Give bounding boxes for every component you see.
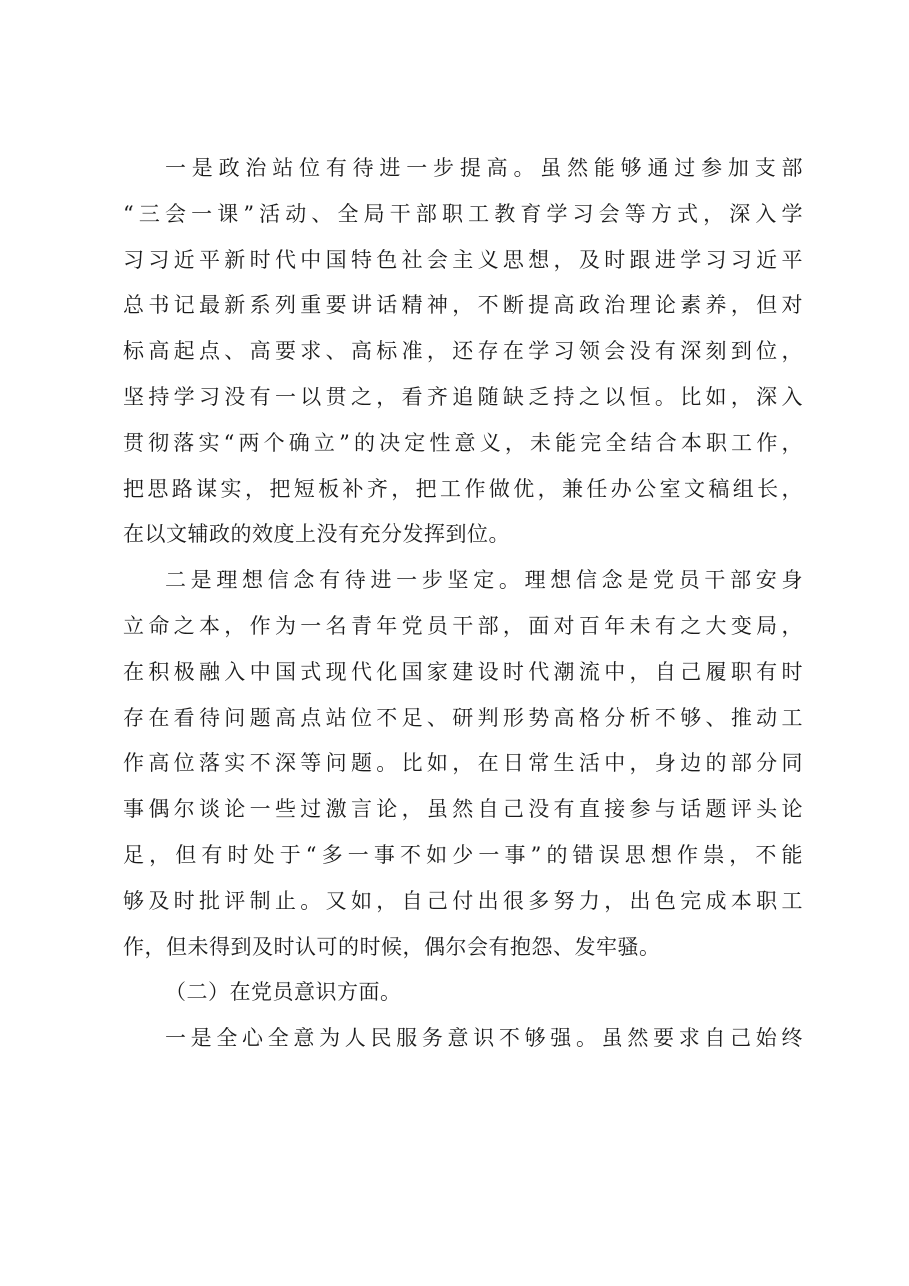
paragraph-serve-people — [123, 1016, 803, 1062]
text-line: “三会一课”活动、全局干部职工教育学习会等方式，深入学 — [123, 201, 803, 226]
paragraph-ideals-beliefs — [123, 558, 803, 970]
text-line: 够及时批评制止。又如，自己付出很多努力，出色完成本职工 — [123, 888, 803, 913]
text-line: 把思路谋实，把短板补齐，把工作做优，兼任办公室文稿组长， — [123, 476, 803, 501]
text-line: 一是政治站位有待进一步提高。虽然能够通过参加支部 — [165, 156, 803, 180]
text-line: 习习近平新时代中国特色社会主义思想，及时跟进学习习近平 — [123, 247, 803, 272]
text-line: 作，但未得到及时认可的时候，偶尔会有抱怨、发牢骚。 — [123, 934, 661, 959]
text-line: 二是理想信念有待进一步坚定。理想信念是党员干部安身 — [165, 568, 803, 593]
text-line: 标高起点、高要求、高标准，还存在学习领会没有深刻到位， — [123, 339, 803, 364]
text-line: 立命之本，作为一名青年党员干部，面对百年未有之大变局， — [123, 613, 803, 638]
document-body — [123, 146, 803, 1062]
text-line: 贯彻落实“两个确立”的决定性意义，未能完全结合本职工作， — [123, 430, 803, 455]
text-line: 一是全心全意为人民服务意识不够强。虽然要求自己始终 — [165, 1026, 803, 1051]
text-line: 坚持学习没有一以贯之，看齐追随缺乏持之以恒。比如，深入 — [123, 384, 803, 409]
text-line: 作高位落实不深等问题。比如，在日常生活中，身边的部分同 — [123, 751, 803, 776]
section-heading: （二）在党员意识方面。 — [165, 980, 402, 1005]
text-line: 足，但有时处于“多一事不如少一事”的错误思想作祟，不能 — [123, 842, 803, 867]
text-line: 在积极融入中国式现代化国家建设时代潮流中，自己履职有时 — [123, 659, 803, 684]
section-heading-party-awareness — [123, 970, 803, 1016]
text-line: 在以文辅政的效度上没有充分发挥到位。 — [123, 522, 510, 547]
paragraph-political-stance — [123, 146, 803, 558]
text-line: 存在看待问题高点站位不足、研判形势高格分析不够、推动工 — [123, 705, 803, 730]
text-line: 总书记最新系列重要讲话精神，不断提高政治理论素养，但对 — [123, 293, 803, 318]
text-line: 事偶尔谈论一些过激言论，虽然自己没有直接参与话题评头论 — [123, 797, 803, 822]
